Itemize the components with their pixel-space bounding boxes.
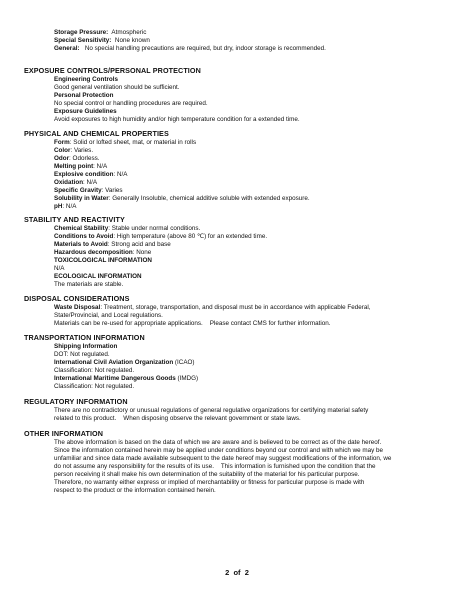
icao-line: International Civil Aviation Organization (ICAO) — [54, 359, 195, 366]
dot-line: DOT: Not regulated. — [54, 351, 110, 358]
other-info-line-6: Therefore, no warranty either express or implied of merchantability or fitness for particular purpose is made with — [54, 479, 365, 486]
section-heading-other: OTHER INFORMATION — [24, 429, 104, 438]
engineering-controls-label: Engineering Controls — [54, 76, 119, 83]
other-info-line-2: Since the information contained herein may be applied under conditions beyond our control and with which we may be — [54, 447, 384, 454]
special-sensitivity-line: Special Sensitivity: None known — [54, 37, 150, 44]
section-heading-transport: TRANSPORTATION INFORMATION — [24, 333, 145, 342]
odor-line: Odor: Odorless. — [54, 155, 100, 162]
exposure-guidelines-label: Exposure Guidelines — [54, 108, 117, 115]
imdg-line: International Maritime Dangerous Goods (IMDG) — [54, 375, 199, 382]
specific-gravity-line: Specific Gravity: Varies — [54, 187, 123, 194]
section-heading-exposure: EXPOSURE CONTROLS/PERSONAL PROTECTION — [24, 66, 201, 75]
regulatory-line-2: related to this product. When disposing observe the relevant government or state laws. — [54, 415, 301, 422]
section-heading-regulatory: REGULATORY INFORMATION — [24, 397, 128, 406]
ecological-label: ECOLOGICAL INFORMATION — [54, 273, 142, 280]
toxicological-label: TOXICOLOGICAL INFORMATION — [54, 257, 152, 264]
form-line: Form: Solid or lofted sheet, mat, or material in rolls — [54, 139, 197, 146]
oxidation-line: Oxidation: N/A — [54, 179, 98, 186]
other-info-line-1: The above information is based on the data of which we are aware and is believed to be correct as of the date hereof. — [54, 439, 382, 446]
storage-pressure-line: Storage Pressure: Atmospheric — [54, 29, 147, 36]
imdg-classification: Classification: Not regulated. — [54, 383, 135, 390]
section-heading-stability: STABILITY AND REACTIVITY — [24, 215, 125, 224]
reuse-line: Materials can be re-used for appropriate applications. Please contact CMS for further information. — [54, 320, 331, 327]
color-line: Color: Varies. — [54, 147, 94, 154]
icao-classification: Classification: Not regulated. — [54, 367, 135, 374]
waste-disposal-line: Waste Disposal: Treatment, storage, transportation, and disposal must be in accordance with applicable Federal, — [54, 304, 371, 311]
general-storage-line: General: No special handling precautions are required, but dry, indoor storage is recommended. — [54, 45, 326, 52]
chemical-stability-line: Chemical Stability: Stable under normal conditions. — [54, 225, 201, 232]
ph-line: pH: N/A — [54, 203, 77, 210]
other-info-line-5: person receiving it shall make his own determination of the suitability of the material for his particular purpose. — [54, 471, 360, 478]
other-info-line-4: do not assume any responsibility for the results of its use. This information is furnished upon the condition that the — [54, 463, 376, 470]
engineering-controls-text: Good general ventilation should be sufficient. — [54, 84, 180, 91]
shipping-information-label: Shipping Information — [54, 343, 118, 350]
section-heading-physical: PHYSICAL AND CHEMICAL PROPERTIES — [24, 129, 169, 138]
personal-protection-label: Personal Protection — [54, 92, 114, 99]
explosive-condition-line: Explosive condition: N/A — [54, 171, 128, 178]
regulatory-line-1: There are no contradictory or unusual regulations of general regulative organizations for certifying material safety — [54, 407, 369, 414]
section-heading-disposal: DISPOSAL CONSIDERATIONS — [24, 294, 130, 303]
exposure-guidelines-text: Avoid exposures to high humidity and/or high temperature condition for a extended time. — [54, 116, 300, 123]
melting-point-line: Melting point: N/A — [54, 163, 108, 170]
ecological-value: The materials are stable. — [54, 281, 124, 288]
materials-to-avoid-line: Materials to Avoid: Strong acid and base — [54, 241, 171, 248]
toxicological-value: N/A — [54, 265, 65, 272]
other-info-line-3: unfamiliar and since data made available subsequent to the date hereof may suggest modifications of the information, we — [54, 455, 392, 462]
other-info-line-7: respect to the product or the information contained herein. — [54, 487, 216, 494]
solubility-line: Solubility in Water: Generally Insoluble, chemical additive soluble with extended exposure. — [54, 195, 310, 202]
conditions-to-avoid-line: Conditions to Avoid: High temperature (above 80 ℃) for an extended time. — [54, 233, 268, 240]
page-number: 2 of 2 — [225, 568, 249, 577]
waste-disposal-line-2: State/Provincial, and Local regulations. — [54, 312, 163, 319]
hazardous-decomposition-line: Hazardous decomposition: None — [54, 249, 152, 256]
personal-protection-text: No special control or handling procedures are required. — [54, 100, 208, 107]
